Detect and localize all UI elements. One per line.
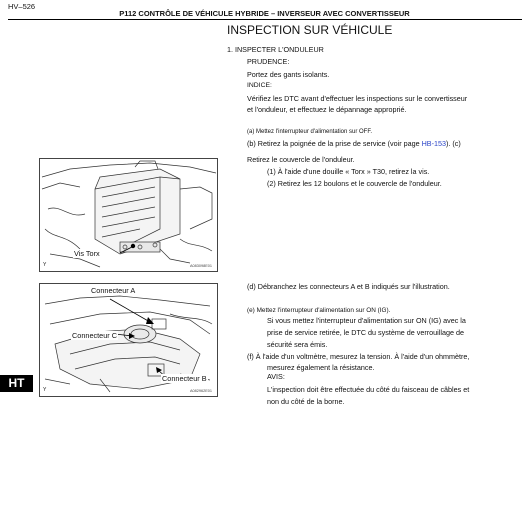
step-c-title: Retirez le couvercle de l'onduleur.: [247, 155, 355, 164]
step-f-line-1: (f) À l'aide d'un voltmètre, mesurez la tension. À l'aide d'un ohmmètre,: [247, 352, 470, 361]
notice-label: AVIS:: [267, 372, 285, 381]
label-torx-screw: Vis Torx: [74, 249, 100, 258]
figure-code: A083098E01: [190, 264, 212, 268]
hint-label: INDICE:: [247, 82, 272, 89]
notice-line-2: non du côté de la borne.: [267, 397, 345, 406]
section-title: INSPECTION SUR VÉHICULE: [227, 23, 393, 37]
step-1-title: 1. INSPECTER L'ONDULEUR: [227, 45, 324, 54]
figure-connectors: [39, 283, 218, 397]
figure-corner-mark: Y: [43, 387, 47, 393]
page-number: HV–526: [8, 2, 36, 11]
figure-inverter-cover: [39, 158, 218, 272]
hint-line-1: Vérifiez les DTC avant d'effectuer les inspections sur le convertisseur: [247, 94, 468, 103]
step-e-line-2: prise de service retirée, le DTC du système de verrouillage de: [267, 328, 464, 337]
figure-code: A082962E01: [190, 389, 212, 393]
step-e-title: (e) Mettez l'interrupteur d'alimentation sur ON (IG).: [247, 307, 391, 314]
step-c-sub-1: (1) À l'aide d'une douille « Torx » T30, retirez la vis.: [267, 167, 430, 176]
caution-label: PRUDENCE:: [247, 57, 290, 66]
step-c-sub-2: (2) Retirez les 12 boulons et le couvercle de l'onduleur.: [267, 179, 442, 188]
caution-text: Portez des gants isolants.: [247, 70, 330, 79]
step-b: [247, 139, 461, 148]
step-d: (d) Débranchez les connecteurs A et B indiqués sur l'illustration.: [247, 282, 450, 291]
step-b-text: (b) Retirez la poignée de la prise de service (voir page: [247, 139, 422, 148]
page-header-title: P112 CONTRÔLE DE VÉHICULE HYBRIDE – INVERSEUR AVEC CONVERTISSEUR: [119, 9, 410, 18]
step-b-page-link[interactable]: HB-153: [421, 139, 446, 148]
figure-corner-mark: Y: [43, 262, 47, 268]
section-side-tab: HT: [0, 375, 33, 392]
step-f-line-2: mesurez également la résistance.: [267, 363, 375, 372]
header-divider: [8, 19, 522, 20]
step-e-line-3: sécurité sera émis.: [267, 340, 328, 349]
label-connector-c: Connecteur C: [72, 331, 118, 340]
step-b-text-end: ). (c): [445, 139, 461, 148]
step-e-line-1: Si vous mettez l'interrupteur d'alimentation sur ON (IG) avec la: [267, 316, 466, 325]
step-a: (a) Mettez l'interrupteur d'alimentation sur OFF.: [247, 129, 373, 135]
label-connector-b: Connecteur B: [162, 374, 207, 383]
inverter-cover-drawing: [40, 159, 217, 271]
label-connector-a: Connecteur A: [91, 286, 136, 295]
notice-line-1: L'inspection doit être effectuée du côté du faisceau de câbles et: [267, 385, 470, 394]
hint-line-2: et l'onduleur, et effectuez le dépannage approprié.: [247, 105, 407, 114]
